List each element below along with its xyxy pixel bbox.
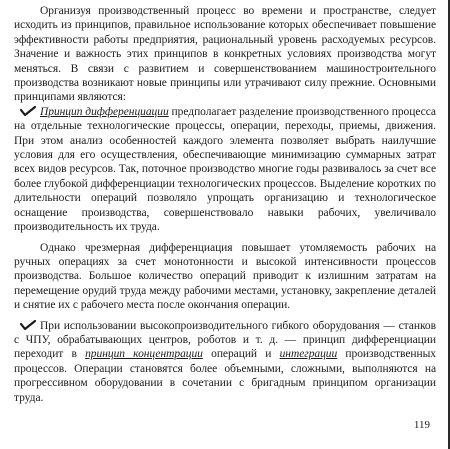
paragraph-intro: Организуя производственный процесс во времени и пространстве, следует исходить из принципов, правильное использование которых обеспечивает повышение эффективности работы предприятия, рациональный уровень расходуемых ресурсов. Значение и важность этих принципов в конкретных условиях производства могут меняться. В связи с развитием и совершенствованием машиностроительного производства возникают новые принципы или утрачивают силу прежние. Основными принципами являются: [14, 5, 436, 104]
term-integration: интеграции [279, 348, 338, 361]
body-text [14, 4, 436, 405]
page-number: 119 [413, 419, 430, 431]
term-concentration: принцип концентрации [85, 348, 203, 361]
paragraph-concentration [14, 319, 436, 405]
paragraph-concentration-text-c: производственных процессов. Операции становятся более объемными, сложными, выполняются на прогрессивном оборудовании в сочетании с бригадным принципом организации труда. [14, 348, 436, 404]
paragraph-differentiation-text: предполагает разделение производственного процесса на отдельные технологические процессы, операции, переходы, приемы, движения. При этом анализ особенностей каждого элемента позволяет выбрать наилучшие условия для его осуществления, обеспечивающие минимизацию суммарных затрат всех видов ресурсов. Так, поточное производство многие годы развивалось за счет все более глубокой дифференциации технологических процессов. Выделение коротких по длительности операций позволяло упрощать организацию и технологическое оснащение производства, совершенствовало навыки рабочих, увеличивало производительность их труда. [14, 105, 436, 234]
paragraph-concentration-text-b: операций и [202, 348, 280, 361]
paragraph-concentration-text-a: При использовании высокопроизводительного гибкого оборудования — станков с ЧПУ, обрабатывающих центров, роботов и т. д. — принцип дифференциации переходит в [14, 319, 436, 361]
paragraph-differentiation [14, 105, 436, 235]
term-differentiation: Принцип дифференциации [40, 105, 169, 118]
paragraph-excess: Однако чрезмерная дифференциация повышает утомляемость рабочих на ручных операциях за счет монотонности и высокой интенсивности процессов производства. Большое количество операций приводит к излишним затратам на перемещение орудий труда между рабочими местами, установку, закрепление деталей и снятие их с рабочего места после окончания операции. [14, 241, 436, 312]
